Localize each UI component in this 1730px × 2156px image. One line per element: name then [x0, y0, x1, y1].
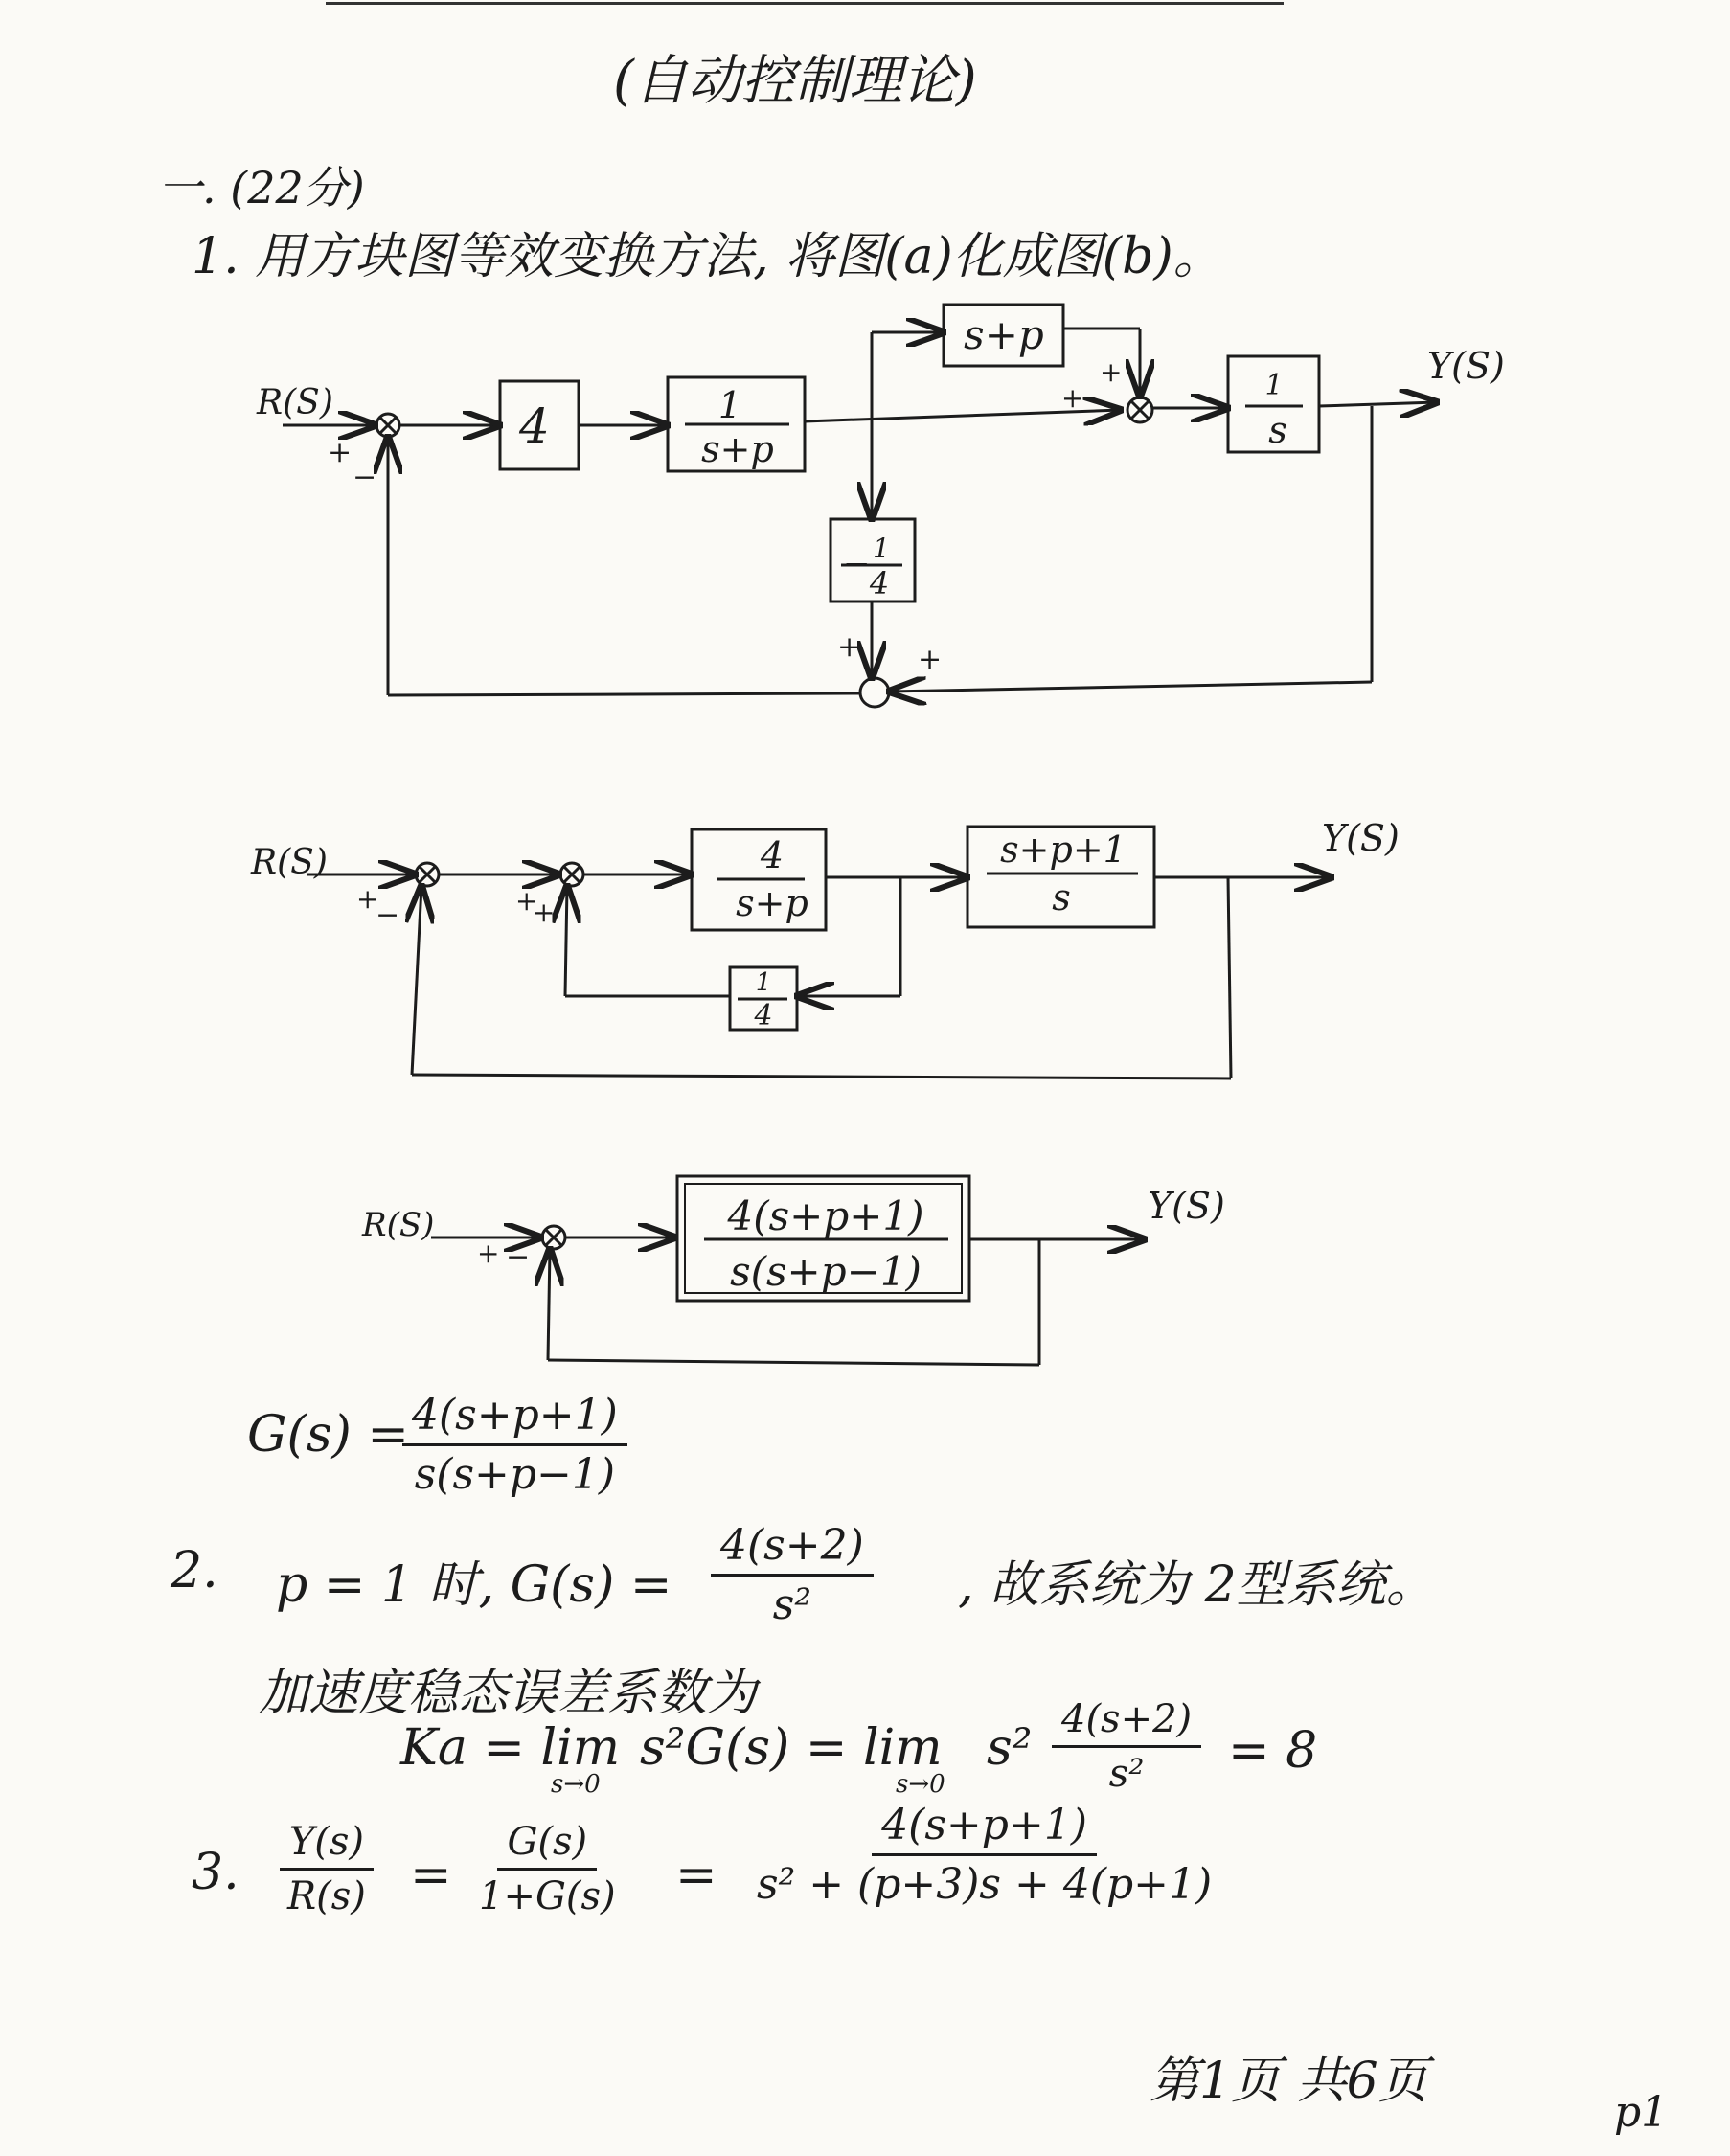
- ka-sub: s→0: [551, 1770, 601, 1799]
- item3-mid-num: G(s): [497, 1820, 597, 1871]
- item3-lhs-fraction: [278, 1820, 376, 1918]
- fig-a-int-den: s: [1268, 409, 1287, 451]
- ka-den: s²: [1108, 1752, 1145, 1796]
- item3-rhs-num: 4(s+p+1): [872, 1801, 1097, 1856]
- fig-b-sum2-plus-a: +: [515, 885, 538, 917]
- fig-a-sum3-plus-right: +: [918, 643, 943, 676]
- item3-eq: =: [410, 1847, 452, 1904]
- fig-a-tf-den: s+p: [701, 428, 774, 470]
- fig-b-output-label: Y(S): [1322, 817, 1400, 859]
- fig-b-block1-den: s+p: [736, 882, 808, 924]
- fig-b-input-label: R(S): [251, 843, 328, 882]
- ka-result: = 8: [1228, 1722, 1318, 1780]
- fig-a-output-label: Y(S): [1427, 345, 1505, 387]
- item2-fraction: [711, 1521, 874, 1629]
- item2-tail: , 故系统为 2型系统。: [958, 1556, 1436, 1614]
- fig-a-sign-minus: −: [353, 461, 377, 494]
- fig-a-int-num: 1: [1264, 369, 1284, 402]
- fig-a-fb-sign: −: [843, 545, 871, 583]
- item2-num: 4(s+2): [711, 1521, 874, 1577]
- page-info: 第1页 共6页: [1150, 2053, 1428, 2110]
- fig-b-fb-den: 4: [754, 999, 773, 1033]
- g-num: 4(s+p+1): [402, 1391, 627, 1446]
- item2-text: p = 1 时, G(s) =: [276, 1556, 672, 1614]
- fig-b-block2-num: s+p+1: [1000, 828, 1127, 871]
- fig-b-sum1-plus: +: [356, 883, 379, 915]
- fig-a-sum3-plus-top: +: [837, 630, 862, 664]
- fig-b-sum2-plus-b: +: [533, 896, 556, 928]
- fig-a-fb-num: 1: [873, 533, 890, 564]
- item3-mid-fraction: [469, 1820, 626, 1918]
- fig-a-input-label: R(S): [257, 383, 333, 422]
- fig-a-gain-text: 4: [519, 398, 550, 454]
- fig-a-tf-num: 1: [717, 384, 742, 426]
- fig-b-fb-num: 1: [755, 968, 772, 997]
- question-1-text: 1. 用方块图等效变换方法, 将图(a)化成图(b)。: [192, 228, 1223, 285]
- fig-c-input-label: R(S): [362, 1206, 435, 1244]
- ka-mid: s²G(s) = lim: [640, 1719, 943, 1777]
- fig-c-output-label: Y(S): [1148, 1185, 1225, 1227]
- item3-rhs-fraction: [747, 1801, 1221, 1909]
- fig-c-block-num: 4(s+p+1): [727, 1192, 924, 1239]
- ka-lhs: Ka = lim: [400, 1719, 621, 1777]
- item3-eq2: =: [675, 1847, 717, 1904]
- fig-a-sum2-plus-top: +: [1100, 356, 1123, 388]
- fig-c-sign-plus: +: [477, 1237, 500, 1269]
- fig-a-ff-text: s+p: [964, 311, 1044, 358]
- fig-c-sign-minus: −: [506, 1240, 531, 1274]
- item3-lhs-num: Y(s): [280, 1820, 374, 1871]
- fig-a-fb-den: 4: [869, 565, 890, 601]
- fig-a-sum2-plus-left: +: [1061, 382, 1084, 414]
- fig-b-block2-den: s: [1052, 876, 1071, 919]
- g-fraction: [402, 1391, 627, 1499]
- figure-b: [307, 827, 1332, 1078]
- ka-fraction: [1052, 1697, 1201, 1796]
- ka-s2: s²: [987, 1719, 1033, 1777]
- fig-a-sign-plus: +: [328, 436, 353, 469]
- item2-line2: 加速度稳态误差系数为: [259, 1665, 758, 1722]
- item3-lhs-den: R(s): [287, 1874, 366, 1918]
- section-heading: 一. (22分): [158, 162, 365, 214]
- item3-mid-den: 1+G(s): [479, 1874, 616, 1918]
- fig-b-block1-num: 4: [760, 834, 785, 876]
- page-title: (自动控制理论): [613, 50, 977, 112]
- fig-b-sum1-minus: −: [376, 898, 400, 932]
- ka-num: 4(s+2): [1052, 1697, 1201, 1748]
- item2-label: 2.: [171, 1542, 218, 1600]
- item3-rhs-den: s² + (p+3)s + 4(p+1): [757, 1860, 1213, 1909]
- g-lhs: G(s) =: [247, 1406, 409, 1464]
- item2-den: s²: [772, 1580, 811, 1629]
- fig-a-sum-3: [860, 678, 889, 707]
- g-den: s(s+p−1): [414, 1450, 616, 1499]
- page-tag: p1: [1614, 2088, 1669, 2137]
- ka-mid-sub: s→0: [896, 1770, 945, 1799]
- fig-c-block-den: s(s+p−1): [730, 1248, 922, 1295]
- item3-label: 3.: [192, 1844, 239, 1901]
